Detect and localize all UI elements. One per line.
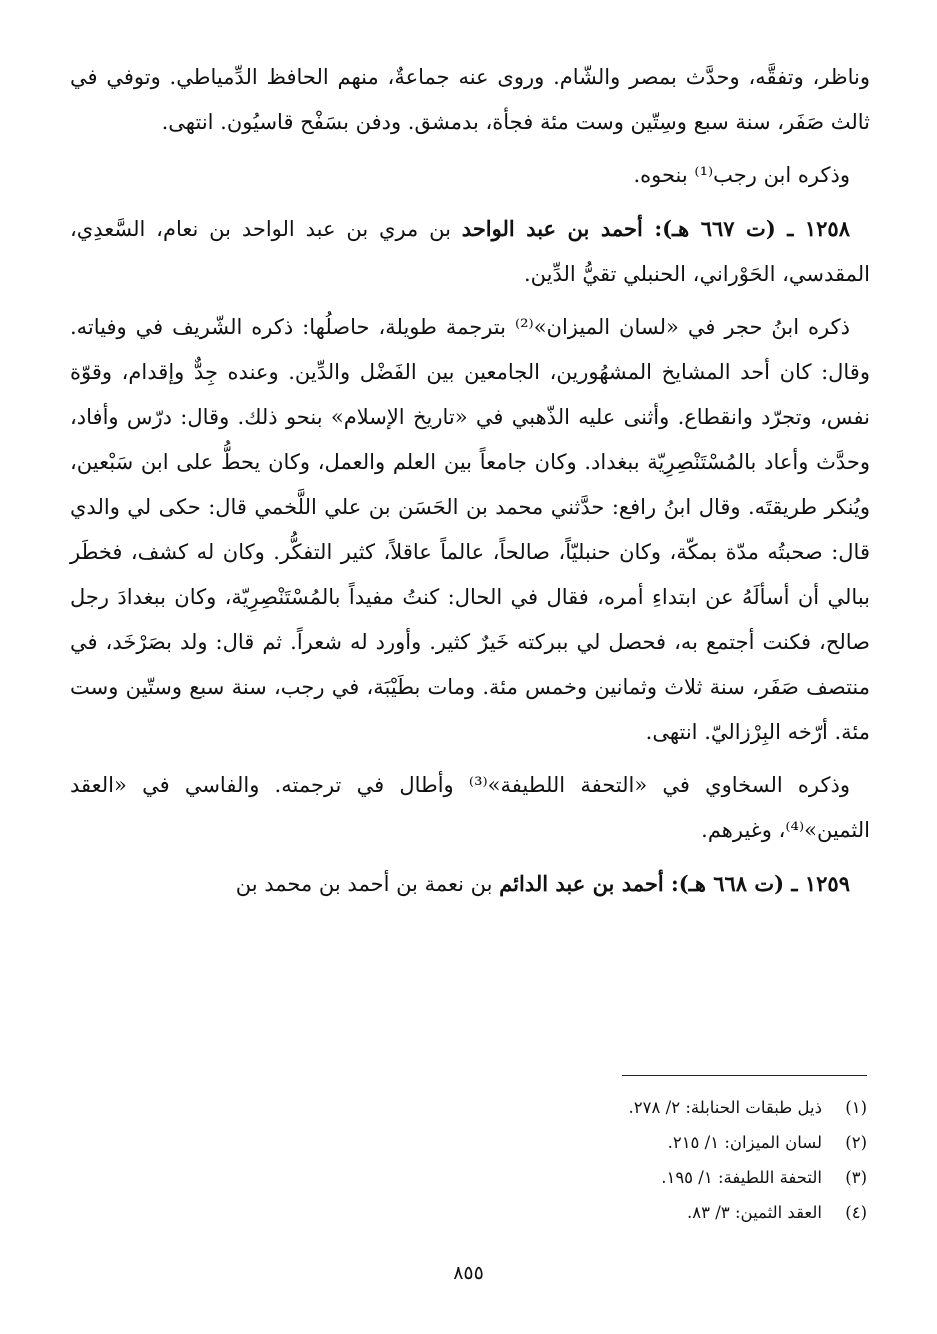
entry-1258-name: أحمد بن عبد الواحد xyxy=(461,216,643,241)
paragraph-ibn-hajar: ذكره ابنُ حجر في «لسان الميزان»⁽²⁾ بترجمة طويلة، حاصلُها: ذكره الشّريف في وفياته. وقال: كان أحد المشايخ المشهُورين، الجامعين بين الفَضْل والدِّين. وعنده جِدٌّ وإقدام، وقوّة نفس، وتجرّد وانقطاع. وأثنى عليه الذّهبي في «تاريخ الإسلام» بنحو ذلك. وقال: درّس وأفاد، وحدَّث وأعاد بالمُسْتَنْصِرِيّة ببغداد. وكان جامعاً بين العلم والعمل، وكان يحطُّ على ابن سَبْعين، ويُنكر طريقتَه. وقال ابنُ رافع: حدَّثني محمد بن الحَسَن بن علي اللَّخمي قال: حكى لي والدي قال: صحبتُه مدّة بمكّة، وكان حنبليّاً، صالحاً، عالماً عاقلاً، كثير التفكُّر. وكان له كشف، فخطَر ببالي أن أسألَهُ عن ابتداءِ أمره، فقال في الحال: كنتُ مفيداً بالمُسْتَنْصِرِيّة، وكان ببغدادَ رجل صالح، فكنت أجتمع به، فحصل لي ببركته خَيرٌ كثير. وأورد له شعراً. ثم قال: ولد بصَرْخَد، في منتصف صَفَر، سنة ثلاث وثمانين وخمس مئة. ومات بطَيْبَة، في رجب، سنة سبع وستّين وست مئة. أرّخه البِرْزاليّ. انتهى. xyxy=(70,315,870,744)
entry-1259-lineage: بن نعمة بن أحمد بن محمد بن xyxy=(235,872,500,896)
footnote-2 xyxy=(447,1125,867,1160)
footnote-separator xyxy=(622,1075,867,1076)
entry-1259-name: أحمد بن عبد الدائم xyxy=(499,871,664,896)
paragraph-ibn-rajab: وذكره ابن رجب⁽¹⁾ بنحوه. xyxy=(633,163,850,187)
footnote-text: العقد الثمين: ٣/ ٨٣. xyxy=(687,1203,822,1222)
entry-1258-lineage: بن مري بن عبد الواحد بن نعام، السَّعدِي، المقدسي، الحَوْراني، الحنبلي تقيُّ الدِّين. xyxy=(70,217,870,286)
footnote-1 xyxy=(447,1090,867,1125)
entry-1259-heading xyxy=(70,861,870,907)
page-number: ٨٥٥ xyxy=(453,1262,484,1284)
footnote-3 xyxy=(447,1160,867,1195)
entry-1259-number: ١٢٥٩ ـ (ت ٦٦٨ هـ): xyxy=(663,871,850,896)
footnote-4 xyxy=(447,1195,867,1230)
entry-1258-number: ١٢٥٨ ـ (ت ٦٦٧ هـ): xyxy=(642,216,850,241)
footnote-number: (١) xyxy=(845,1098,867,1117)
footnote-number: (٢) xyxy=(845,1133,867,1152)
footnote-number: (٤) xyxy=(845,1203,867,1222)
footnote-text: التحفة اللطيفة: ١/ ١٩٥. xyxy=(661,1168,822,1187)
footnote-number: (٣) xyxy=(845,1168,867,1187)
paragraph-death-report: وناظر، وتفقَّه، وحدَّث بمصر والشّام. وروى عنه جماعةٌ، منهم الحافظ الدِّمياطي. وتوفي في ثالث صَفَر، سنة سبع وسِتّين وست مئة فجأة، بدمشق. ودفن بسَفْح قاسيُون. انتهى. xyxy=(70,65,870,134)
footnotes xyxy=(447,1090,867,1230)
paragraph-sakhawi: وذكره السخاوي في «التحفة اللطيفة»⁽³⁾ وأطال في ترجمته. والفاسي في «العقد الثمين»⁽⁴⁾، وغيرهم. xyxy=(70,773,870,842)
footnote-text: لسان الميزان: ١/ ٢١٥. xyxy=(667,1133,822,1152)
footnote-text: ذيل طبقات الحنابلة: ٢/ ٢٧٨. xyxy=(628,1098,822,1117)
main-text xyxy=(70,55,870,907)
entry-1258-heading xyxy=(70,206,870,297)
